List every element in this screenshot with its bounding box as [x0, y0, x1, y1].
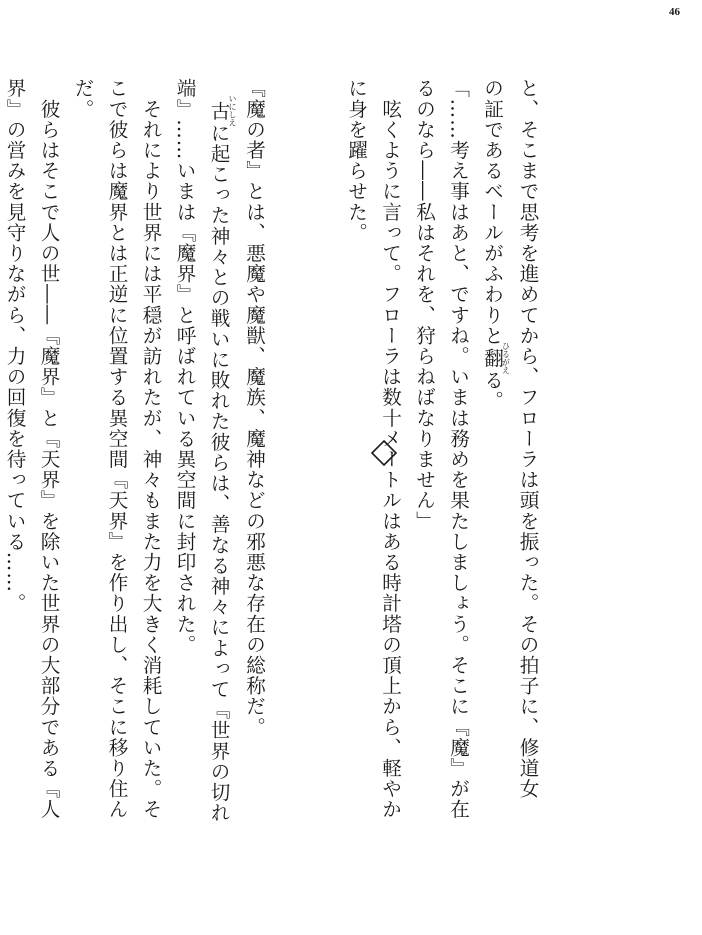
furigana-ruby: 翻ひるがえ	[480, 341, 511, 374]
text-line: 「……考え事はあと、ですね。いまは務めを果たしましょう。そこに『魔』が在	[446, 78, 470, 820]
text-line: るのなら――私はそれを、狩らねばなりません」	[412, 78, 436, 532]
blank-line	[305, 78, 339, 878]
text-line: 呟くように言って。フローラは数十メートルはある時計塔の頂上から、軽やか	[378, 78, 402, 820]
section-break-diamond-icon	[369, 438, 399, 468]
text-line: に身を躍らせた。	[344, 78, 368, 243]
text-line: こで彼らは魔界とは正逆に位置する異空間『天界』を作り出し、そこに移り住ん	[105, 78, 128, 820]
text-line: 端』……いまは『魔界』と呼ばれている異空間に封印された。	[173, 78, 196, 655]
page-number: 46	[669, 6, 680, 18]
body-text	[0, 78, 544, 878]
text-line: 古いにしえに起こった神々との戦いに敗れた彼らは、善なる神々によって『世界の切れ	[207, 94, 237, 823]
furigana-ruby: 古いにしえ	[207, 94, 237, 127]
text-line: それにより世界には平穏が訪れたが、神々もまた力を大きく消耗していた。そ	[139, 78, 162, 820]
text-line: と、そこまで思考を進めてから、フローラは頭を振った。その拍子に、修道女	[516, 78, 539, 799]
text-line: の証であるベールがふわりと翻ひるがえる。	[480, 78, 511, 411]
text-line: だ。	[71, 78, 94, 120]
text-line: 彼らはそこで人の世――『魔界』と『天界』を除いた世界の大部分である『人	[37, 78, 60, 820]
blank-line	[271, 78, 305, 878]
text-line: 界』の営みを見守りながら、力の回復を待っている……。	[3, 78, 26, 614]
text-line: 『魔の者』とは、悪魔や魔獣、魔族、魔神などの邪悪な存在の総称だ。	[242, 78, 266, 738]
